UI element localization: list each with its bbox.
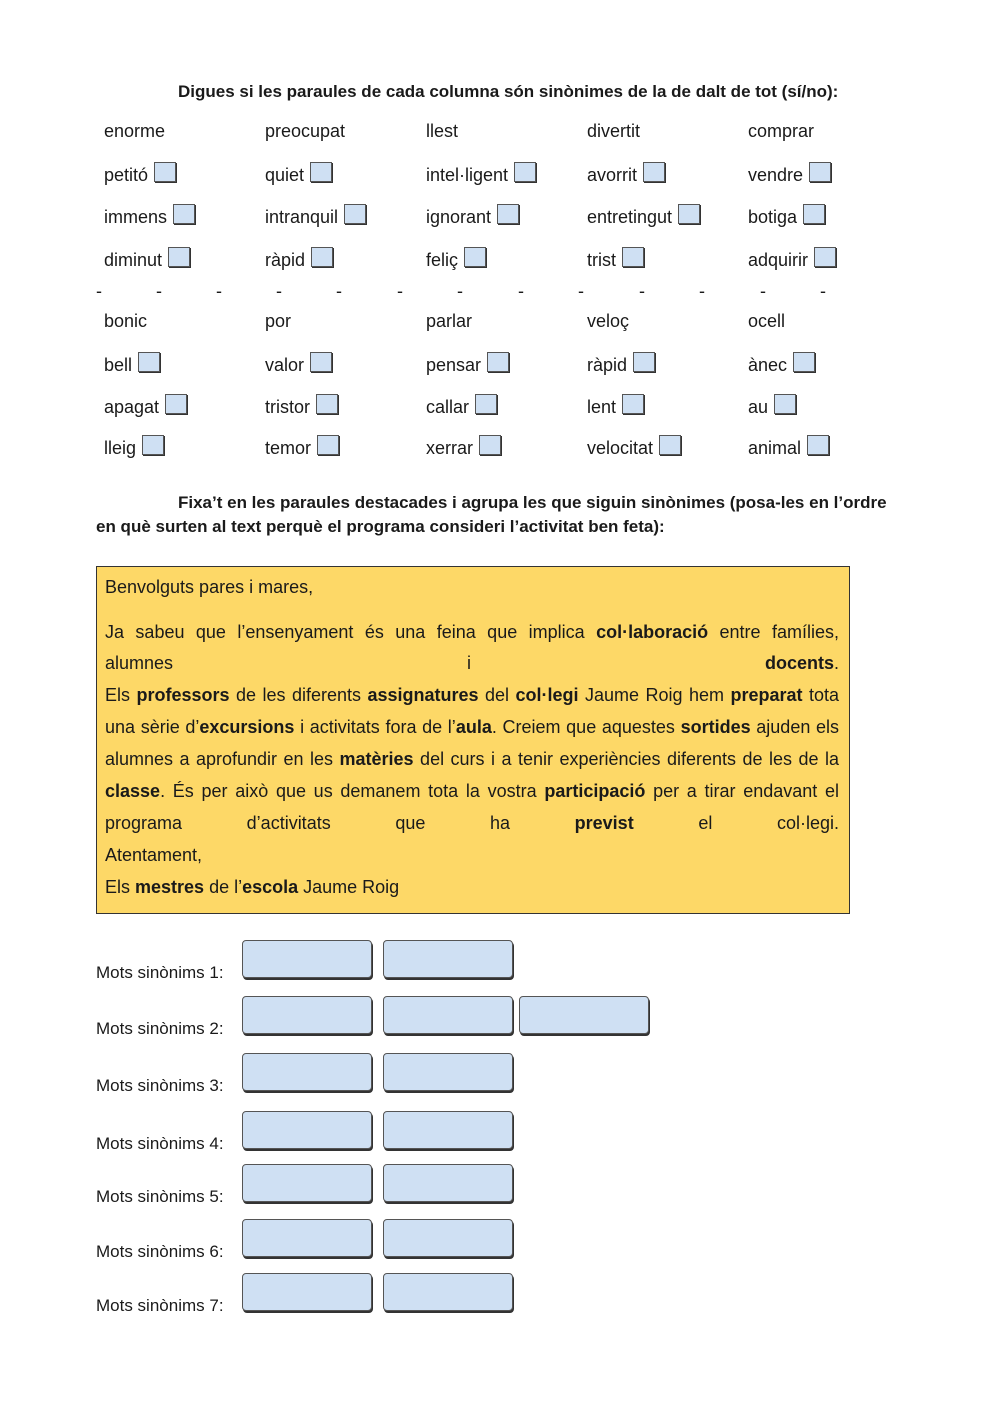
- dash: -: [276, 281, 282, 301]
- column-head: divertit: [587, 121, 641, 141]
- dash: -: [457, 281, 463, 301]
- highlighted-word: matèries: [339, 749, 414, 769]
- word-option: [426, 394, 497, 418]
- word-option: [748, 204, 825, 228]
- answer-checkbox[interactable]: [678, 204, 700, 224]
- column-head: veloç: [587, 311, 630, 331]
- word-label: intranquil: [265, 207, 339, 227]
- word-option: [748, 435, 829, 459]
- word-label: lleig: [104, 438, 137, 458]
- word-option: [426, 352, 509, 376]
- answer-checkbox[interactable]: [464, 247, 486, 267]
- highlighted-word: assignatures: [367, 685, 479, 705]
- word-label: quiet: [265, 165, 305, 185]
- answer-checkbox[interactable]: [475, 394, 497, 414]
- word-label: bell: [104, 355, 133, 375]
- word-label: ràpid: [265, 250, 306, 270]
- answer-drop-field[interactable]: [242, 1053, 372, 1091]
- answer-drop-field[interactable]: [383, 1164, 513, 1202]
- word-label: immens: [104, 207, 168, 227]
- answer-checkbox[interactable]: [154, 162, 176, 182]
- dash: -: [518, 281, 524, 301]
- word-label: vendre: [748, 165, 804, 185]
- highlighted-word: escola: [242, 877, 299, 897]
- word-label: au: [748, 397, 769, 417]
- answer-checkbox[interactable]: [774, 394, 796, 414]
- answer-drop-field[interactable]: [383, 940, 513, 978]
- word-label: apagat: [104, 397, 160, 417]
- word-option: [104, 247, 190, 271]
- answer-drop-field[interactable]: [383, 1053, 513, 1091]
- word-option: [104, 204, 195, 228]
- answer-checkbox[interactable]: [310, 162, 332, 182]
- word-option: [104, 394, 187, 418]
- highlighted-word: col·laboració: [596, 622, 709, 642]
- word-label: ignorant: [426, 207, 492, 227]
- word-option: [748, 394, 796, 418]
- answer-checkbox[interactable]: [311, 247, 333, 267]
- word-option: [587, 435, 681, 459]
- word-label: velocitat: [587, 438, 654, 458]
- answer-drop-field[interactable]: [242, 1219, 372, 1257]
- dash: -: [578, 281, 584, 301]
- dash: -: [820, 281, 826, 301]
- answer-drop-field[interactable]: [242, 996, 372, 1034]
- answer-checkbox[interactable]: [807, 435, 829, 455]
- word-label: ànec: [748, 355, 788, 375]
- word-label: temor: [265, 438, 312, 458]
- answer-checkbox[interactable]: [479, 435, 501, 455]
- answer-checkbox[interactable]: [514, 162, 536, 182]
- word-option: [587, 204, 700, 228]
- letter-paragraph-2: Els professors de les diferents assignatures del col·legi Jaume Roig hem preparat tota una sèrie d’excursions i activitats fora de l’aula. Creiem que aquestes sortides ajuden els alumnes a aprofundir en les matèries del curs i a tenir experiències diferents de les de la classe. És per això que us demanem tota la vostra participació per a tirar endavant el programa d’activitats que ha previst el col·legi.: [105, 685, 840, 833]
- answer-checkbox[interactable]: [165, 394, 187, 414]
- answer-drop-field[interactable]: [383, 996, 513, 1034]
- highlighted-word: mestres: [135, 877, 205, 897]
- word-option: [104, 435, 164, 459]
- answer-checkbox[interactable]: [316, 394, 338, 414]
- answer-drop-field[interactable]: [242, 1111, 372, 1149]
- word-label: intel·ligent: [426, 165, 509, 185]
- dash: -: [336, 281, 342, 301]
- column-head: comprar: [748, 121, 815, 141]
- word-option: [265, 204, 366, 228]
- answer-checkbox[interactable]: [310, 352, 332, 372]
- answer-checkbox[interactable]: [793, 352, 815, 372]
- highlighted-word: sortides: [680, 717, 751, 737]
- word-option: [265, 435, 339, 459]
- answer-row-label: Mots sinònims 5:: [96, 1187, 224, 1206]
- highlighted-word: excursions: [199, 717, 295, 737]
- answer-row-label: Mots sinònims 4:: [96, 1134, 224, 1153]
- letter-box: [96, 566, 850, 914]
- answer-row-label: Mots sinònims 2:: [96, 1019, 224, 1038]
- dash: -: [639, 281, 645, 301]
- dash: -: [397, 281, 403, 301]
- answer-checkbox[interactable]: [497, 204, 519, 224]
- answer-checkbox[interactable]: [633, 352, 655, 372]
- highlighted-word: classe: [105, 781, 161, 801]
- word-label: callar: [426, 397, 470, 417]
- word-label: diminut: [104, 250, 163, 270]
- answer-row-label: Mots sinònims 3:: [96, 1076, 224, 1095]
- answer-checkbox[interactable]: [317, 435, 339, 455]
- dash: -: [760, 281, 766, 301]
- letter-greeting: Benvolguts pares i mares,: [105, 577, 314, 597]
- answer-drop-field[interactable]: [519, 996, 649, 1034]
- letter-paragraph-1: Ja sabeu que l’ensenyament és una feina que implica col·laboració entre famílies, alumnes i docents.: [105, 622, 839, 673]
- word-option: [104, 352, 160, 376]
- word-label: adquirir: [748, 250, 809, 270]
- dash: -: [96, 281, 102, 301]
- answer-checkbox[interactable]: [809, 162, 831, 182]
- answer-checkbox[interactable]: [487, 352, 509, 372]
- answer-drop-field[interactable]: [242, 1273, 372, 1311]
- answer-checkbox[interactable]: [622, 247, 644, 267]
- answer-drop-field[interactable]: [242, 940, 372, 978]
- word-option: [104, 162, 176, 186]
- word-option: [748, 352, 815, 376]
- answer-checkbox[interactable]: [344, 204, 366, 224]
- word-option: [587, 162, 665, 186]
- answer-checkbox[interactable]: [659, 435, 681, 455]
- letter-signature: Els mestres de l’escola Jaume Roig: [105, 877, 400, 897]
- highlighted-word: previst: [574, 813, 634, 833]
- column-head: bonic: [104, 311, 148, 331]
- word-option: [587, 394, 644, 418]
- dash: -: [699, 281, 705, 301]
- highlighted-word: preparat: [730, 685, 803, 705]
- word-option: [748, 162, 831, 186]
- dash: -: [156, 281, 162, 301]
- word-label: entretingut: [587, 207, 673, 227]
- instruction-group-synonyms: Fixa’t en les paraules destacades i agrupa les que siguin sinònimes (posa-les en l’ordre en què surten al text perquè el programa consideri l’activitat ben feta):: [96, 493, 887, 536]
- answer-row-label: Mots sinònims 7:: [96, 1296, 224, 1315]
- column-head: parlar: [426, 311, 473, 331]
- column-head: por: [265, 311, 292, 331]
- answer-drop-field[interactable]: [242, 1164, 372, 1202]
- answer-checkbox[interactable]: [168, 247, 190, 267]
- column-head: llest: [426, 121, 459, 141]
- answer-drop-field[interactable]: [383, 1111, 513, 1149]
- highlighted-word: docents: [764, 653, 834, 673]
- answer-checkbox[interactable]: [173, 204, 195, 224]
- word-label: feliç: [426, 250, 459, 270]
- word-label: avorrit: [587, 165, 638, 185]
- answer-checkbox[interactable]: [138, 352, 160, 372]
- word-option: [426, 162, 536, 186]
- answer-drop-field[interactable]: [383, 1273, 513, 1311]
- word-option: [426, 247, 486, 271]
- answer-checkbox[interactable]: [622, 394, 644, 414]
- letter-closing: Atentament,: [105, 845, 203, 865]
- word-option: [265, 394, 338, 418]
- word-label: tristor: [265, 397, 310, 417]
- word-label: petitó: [104, 165, 149, 185]
- instruction-synonyms-check: Digues si les paraules de cada columna són sinònimes de la de dalt de tot (sí/no):: [178, 82, 839, 101]
- word-option: [587, 352, 655, 376]
- word-option: [426, 435, 501, 459]
- word-label: animal: [748, 438, 802, 458]
- word-label: botiga: [748, 207, 798, 227]
- column-head: preocupat: [265, 121, 346, 141]
- column-head: ocell: [748, 311, 786, 331]
- highlighted-word: col·legi: [515, 685, 579, 705]
- word-option: [265, 162, 332, 186]
- dash: -: [216, 281, 222, 301]
- word-label: xerrar: [426, 438, 474, 458]
- highlighted-word: participació: [544, 781, 646, 801]
- word-label: valor: [265, 355, 305, 375]
- answer-checkbox[interactable]: [142, 435, 164, 455]
- word-option: [748, 247, 836, 271]
- answer-row-label: Mots sinònims 1:: [96, 963, 224, 982]
- highlighted-word: aula: [455, 717, 492, 737]
- word-option: [426, 204, 519, 228]
- word-label: lent: [587, 397, 617, 417]
- word-option: [587, 247, 644, 271]
- answer-checkbox[interactable]: [643, 162, 665, 182]
- answer-row-label: Mots sinònims 6:: [96, 1242, 224, 1261]
- column-head: enorme: [104, 121, 166, 141]
- word-label: ràpid: [587, 355, 628, 375]
- word-label: pensar: [426, 355, 482, 375]
- answer-checkbox[interactable]: [803, 204, 825, 224]
- word-option: [265, 247, 333, 271]
- word-label: trist: [587, 250, 616, 270]
- highlighted-word: professors: [136, 685, 230, 705]
- answer-drop-field[interactable]: [383, 1219, 513, 1257]
- answer-checkbox[interactable]: [814, 247, 836, 267]
- word-option: [265, 352, 332, 376]
